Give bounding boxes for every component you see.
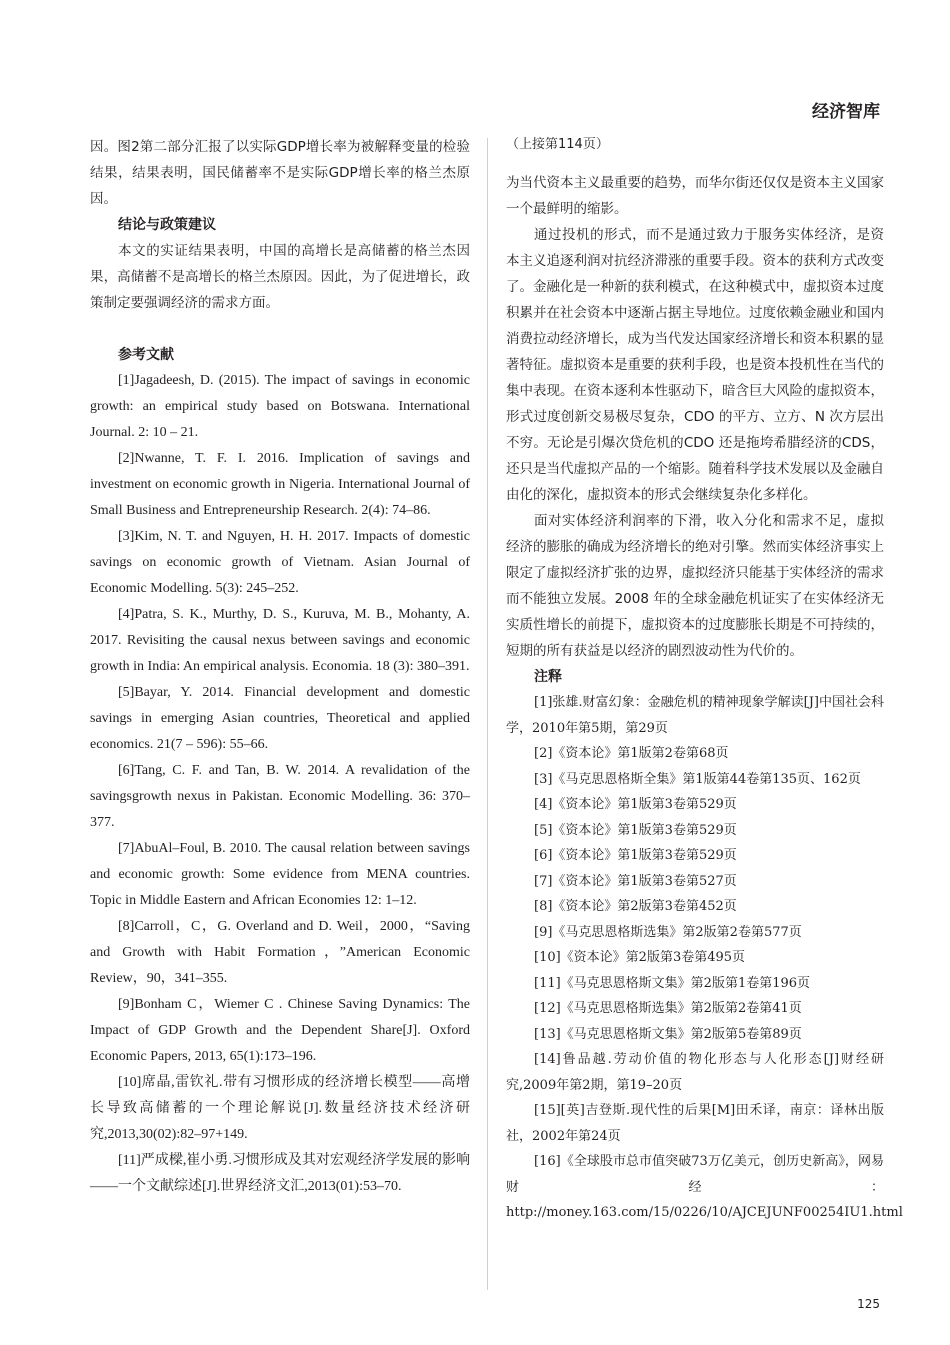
reference-item: [5]Bayar, Y. 2014. Financial development and domestic savings in emerging Asian countries, Theoretical and applied economics. 21(7 – 596): 55–66. xyxy=(90,685,470,752)
note-item: [15][英]吉登斯.现代性的后果[M]田禾译，南京：译林出版社，2002年第24页 xyxy=(506,1103,884,1144)
reference-item: [8]Carroll，C，G. Overland and D. Weil，2000，“Saving and Growth with Habit Formation，”American Economic Review，90，341–355. xyxy=(90,919,470,986)
reference-item: [9]Bonham C，Wiemer C . Chinese Saving Dynamics: The Impact of GDP Growth and the Dependent Share[J]. Oxford Economic Papers, 2013, 65(1):173–196. xyxy=(90,997,470,1064)
body-paragraph: 为当代资本主义最重要的趋势，而华尔街还仅仅是资本主义国家一个最鲜明的缩影。 xyxy=(506,175,884,217)
conclusion-heading: 结论与政策建议 xyxy=(118,217,216,233)
note-item: [9]《马克思恩格斯选集》第2版第2卷第577页 xyxy=(534,924,802,940)
reference-item: [10]席晶,雷钦礼.带有习惯形成的经济增长模型——高增长导致高储蓄的一个理论解说[J].数量经济技术经济研究,2013,30(02):82–97+149. xyxy=(90,1075,470,1142)
reference-item: [11]严成樑,崔小勇.习惯形成及其对宏观经济学发展的影响——一个文献综述[J].世界经济文汇,2013(01):53–70. xyxy=(90,1153,470,1194)
journal-section-title: 经济智库 xyxy=(812,102,880,122)
reference-item: [4]Patra, S. K., Murthy, D. S., Kuruva, M. B., Mohanty, A. 2017. Revisiting the causal nexus between savings and economic growth in India: An empirical analysis. Economia. 18 (3): 380–391. xyxy=(90,607,470,674)
note-item: [2]《资本论》第1版第2卷第68页 xyxy=(534,746,729,761)
references-heading: 参考文献 xyxy=(118,347,174,363)
note-item: [1]张雄.财富幻象：金融危机的精神现象学解读[J]中国社会科学，2010年第5期，第29页 xyxy=(506,695,884,736)
section-spacer xyxy=(90,316,470,342)
note-item: [12]《马克思恩格斯选集》第2版第2卷第41页 xyxy=(534,1001,802,1016)
right-column xyxy=(506,134,903,1226)
note-item: [6]《资本论》第1版第3卷第529页 xyxy=(534,848,737,863)
note-item: [3]《马克思恩格斯全集》第1版第44卷第135页、162页 xyxy=(534,771,861,787)
note-item: [11]《马克思恩格斯文集》第2版第1卷第196页 xyxy=(534,975,811,991)
left-column xyxy=(90,134,470,1200)
reference-item: [3]Kim, N. T. and Nguyen, H. H. 2017. Impacts of domestic savings on economic growth of Vietnam. Asian Journal of Economic Modelling. 5(3): 245–252. xyxy=(90,529,470,596)
note-item: [4]《资本论》第1版第3卷第529页 xyxy=(534,797,737,812)
note-item: [8]《资本论》第2版第3卷第452页 xyxy=(534,899,737,914)
intro-paragraph: 因。图2第二部分汇报了以实际GDP增长率为被解释变量的检验结果，结果表明，国民储蓄率不是实际GDP增长率的格兰杰原因。 xyxy=(90,139,470,207)
note-item: [10]《资本论》第2版第3卷第495页 xyxy=(534,950,746,965)
conclusion-paragraph: 本文的实证结果表明，中国的高增长是高储蓄的格兰杰因果，高储蓄不是高增长的格兰杰原因。因此，为了促进增长，政策制定要强调经济的需求方面。 xyxy=(90,243,470,311)
column-divider xyxy=(487,138,488,1290)
continued-from-note: （上接第114页） xyxy=(506,137,609,152)
note-item: [5]《资本论》第1版第3卷第529页 xyxy=(534,822,737,838)
page-number: 125 xyxy=(857,1297,880,1311)
reference-item: [7]AbuAl–Foul, B. 2010. The causal relation between savings and economic growth: Some evidence from MENA countries. Topic in Middle Eastern and African Economies 12: 1–12. xyxy=(90,841,470,908)
note-item: [16]《全球股市总市值突破73万亿美元，创历史新高》，网易财经：http://money.163.com/15/0226/10/AJCEJUNF00254IU1.html xyxy=(506,1154,903,1220)
body-paragraph: 通过投机的形式，而不是通过致力于服务实体经济，是资本主义追逐利润对抗经济滞涨的重要手段。资本的获利方式改变了。金融化是一种新的获利模式，在这种模式中，虚拟资本过度积累并在社会资本中逐渐占据主导地位。过度依赖金融业和国内消费拉动经济增长，成为当代发达国家经济增长和资本积累的显著特征。虚拟资本是重要的获利手段，也是资本投机性在当代的集中表现。在资本逐利本性驱动下，暗含巨大风险的虚拟资本，形式过度创新交易极尽复杂，CDO 的平方、立方、N 次方层出不穷。无论是引爆次贷危机的CDO 还是拖垮希腊经济的CDS，还只是当代虚拟产品的一个缩影。随着科学技术发展以及金融自由化的深化，虚拟资本的形式会继续复杂化多样化。 xyxy=(506,227,884,503)
body-paragraph: 面对实体经济利润率的下滑，收入分化和需求不足，虚拟经济的膨胀的确成为经济增长的绝对引擎。然而实体经济事实上限定了虚拟经济扩张的边界，虚拟经济只能基于实体经济的需求而不能独立发展。2008 年的全球金融危机证实了在实体经济无实质性增长的前提下，虚拟资本的过度膨胀长期是不可持续的，短期的所有获益是以经济的剧烈波动性为代价的。 xyxy=(506,513,884,659)
notes-heading: 注释 xyxy=(534,669,562,685)
note-item: [13]《马克思恩格斯文集》第2版第5卷第89页 xyxy=(534,1026,802,1042)
reference-item: [2]Nwanne, T. F. I. 2016. Implication of savings and investment on economic growth in Nigeria. International Journal of Small Business and Entrepreneurship Research. 2(4): 74–86. xyxy=(90,451,470,518)
note-item: [7]《资本论》第1版第3卷第527页 xyxy=(534,873,737,889)
reference-list xyxy=(90,368,470,1200)
reference-item: [1]Jagadeesh, D. (2015). The impact of savings in economic growth: an empirical study based on Botswana. International Journal. 2: 10 – 21. xyxy=(90,373,470,440)
reference-item: [6]Tang, C. F. and Tan, B. W. 2014. A revalidation of the savingsgrowth nexus in Pakistan. Economic Modelling. 36: 370–377. xyxy=(90,763,470,830)
notes-list xyxy=(506,690,903,1226)
note-item: [14]鲁品越.劳动价值的物化形态与人化形态[J]财经研究,2009年第2期，第19–20页 xyxy=(506,1052,884,1093)
